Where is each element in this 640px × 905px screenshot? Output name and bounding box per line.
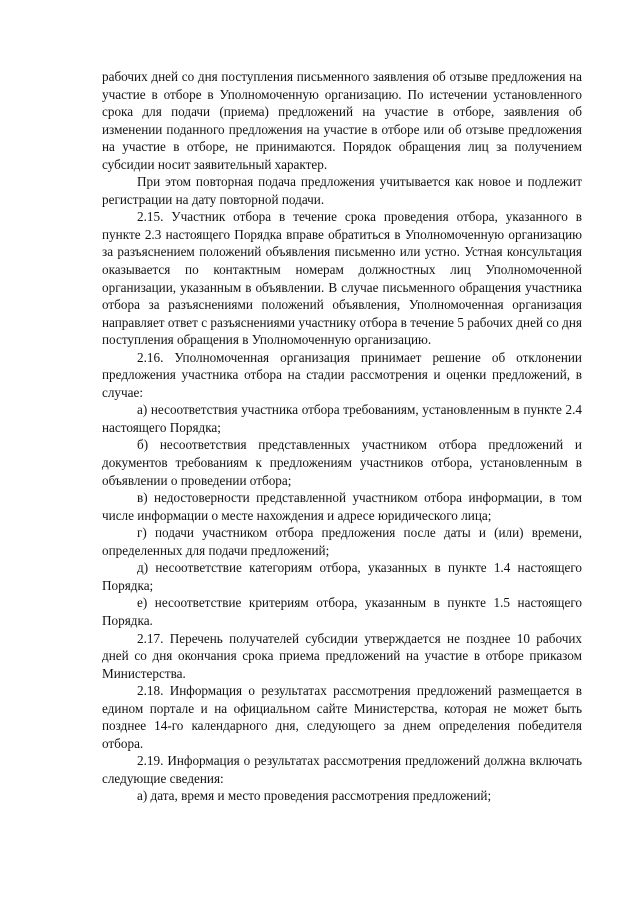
paragraph-2-17: 2.17. Перечень получателей субсидии утверждается не позднее 10 рабочих дней со дня окончания срока приема предложений на участие в отборе приказом Министерства. xyxy=(102,630,582,681)
paragraph-resubmission: При этом повторная подача предложения учитывается как новое и подлежит регистрации на дату повторной подачи. xyxy=(102,174,582,207)
list-item-v: в) недостоверности представленной участником отбора информации, в том числе информации о месте нахождения и адресе юридического лица; xyxy=(102,490,582,523)
list-item-d: д) несоответствие категориям отбора, указанных в пункте 1.4 настоящего Порядка; xyxy=(102,560,582,593)
list-item-g: г) подачи участником отбора предложения после даты и (или) времени, определенных для подачи предложений; xyxy=(102,525,582,558)
list-item-e: е) несоответствие критериям отбора, указанным в пункте 1.5 настоящего Порядка. xyxy=(102,595,582,628)
paragraph-2-15: 2.15. Участник отбора в течение срока проведения отбора, указанного в пункте 2.3 настоящего Порядка вправе обратиться в Уполномоченную организацию за разъяснением положений объявления письменно или устно. Устная консультация оказывается по контактным номерам должностных лиц Уполномоченной организации, указанным в объявлении. В случае письменного обращения участника отбора за разъяснениями положений объявления, Уполномоченная организация направляет ответ с разъяснениями участнику отбора в течение 5 рабочих дней со дня поступления обращения в Уполномоченную организацию. xyxy=(102,209,582,348)
document-page xyxy=(102,68,582,805)
list-item-a-2-19: а) дата, время и место проведения рассмотрения предложений; xyxy=(137,788,492,804)
list-item-a: а) несоответствия участника отбора требованиям, установленным в пункте 2.4 настоящего Порядка; xyxy=(102,402,582,435)
paragraph-continuation: рабочих дней со дня поступления письменного заявления об отзыве предложения на участие в отборе в Уполномоченную организацию. По истечении установленного срока для подачи (приема) предложений на участие в отборе, заявления об изменении поданного предложения на участие в отборе или об отзыве предложения на участие в отборе, не принимаются. Порядок обращения лиц за получением субсидии носит заявительный характер. xyxy=(102,69,582,172)
list-item-b: б) несоответствия представленных участником отбора предложений и документов требованиям к предложениям участников отбора, установленным в объявлении о проведении отбора; xyxy=(102,437,582,488)
paragraph-2-19: 2.19. Информация о результатах рассмотрения предложений должна включать следующие сведения: xyxy=(102,753,582,786)
paragraph-2-18: 2.18. Информация о результатах рассмотрения предложений размещается в едином портале и на официальном сайте Министерства, которая не может быть позднее 14-го календарного дня, следующего за днем определения победителя отбора. xyxy=(102,683,582,751)
paragraph-2-16: 2.16. Уполномоченная организация принимает решение об отклонении предложения участника отбора на стадии рассмотрения и оценки предложений, в случае: xyxy=(102,349,582,400)
